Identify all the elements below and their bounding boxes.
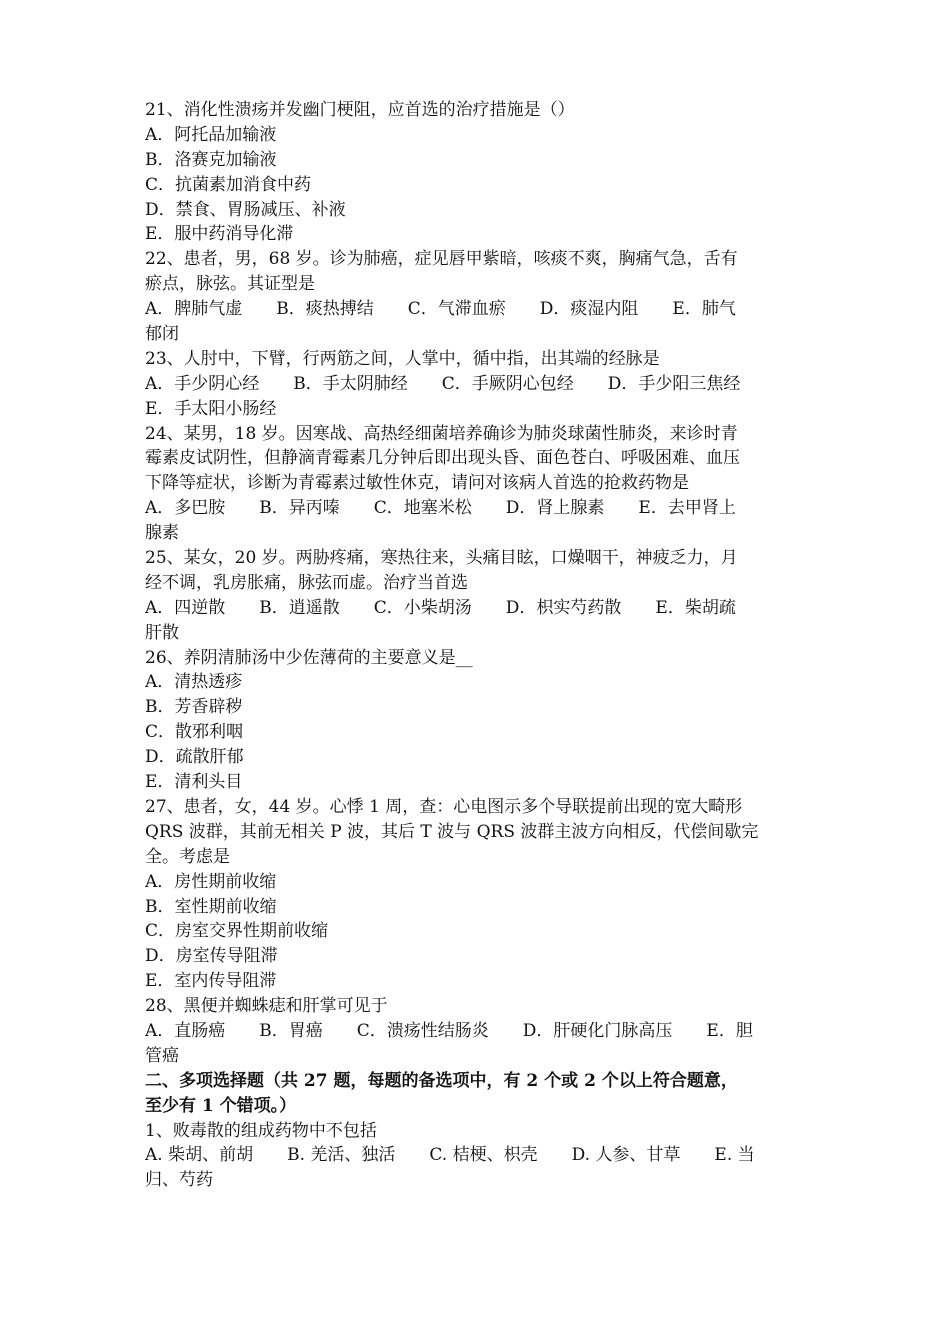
text-line: 23、人肘中，下臂，行两筋之间，人掌中，循中指，出其端的经脉是 bbox=[145, 348, 660, 369]
text-line: A．直肠癌 B．胃癌 C．溃疡性结肠炎 D．肝硬化门脉高压 E．胆 bbox=[145, 1020, 753, 1041]
text-line: A．手少阴心经 B．手太阴肺经 C．手厥阴心包经 D．手少阳三焦经 bbox=[145, 373, 741, 394]
text-line: D．疏散肝郁 bbox=[145, 747, 244, 768]
text-line: QRS 波群，其前无相关 P 波，其后 T 波与 QRS 波群主波方向相反，代偿间歇完 bbox=[145, 821, 759, 842]
text-line: A．多巴胺 B．异丙嗪 C．地塞米松 D．肾上腺素 E．去甲肾上 bbox=[145, 498, 736, 519]
text-line: A．脾肺气虚 B．痰热搏结 C．气滞血瘀 D．痰湿内阻 E．肺气 bbox=[145, 299, 736, 320]
text-line: 经不调，乳房胀痛，脉弦而虚。治疗当首选 bbox=[145, 572, 468, 593]
text-line: 21、消化性溃疡并发幽门梗阻，应首选的治疗措施是（） bbox=[145, 100, 575, 120]
text-line: E．室内传导阻滞 bbox=[145, 971, 277, 992]
text-line: 郁闭 bbox=[145, 324, 179, 345]
text-line: E．服中药消导化滞 bbox=[145, 224, 294, 245]
text-line: B．室性期前收缩 bbox=[145, 896, 277, 917]
text-line: A．阿托品加输液 bbox=[145, 124, 277, 145]
section-heading-line: 二、多项选择题（共 27 题，每题的备选项中，有 2 个或 2 个以上符合题意， bbox=[145, 1070, 738, 1091]
text-line: 肝散 bbox=[145, 622, 179, 643]
text-line: 归、芍药 bbox=[145, 1170, 213, 1191]
text-line: 全。考虑是 bbox=[145, 846, 230, 867]
text-line: C．抗菌素加消食中药 bbox=[145, 174, 312, 195]
text-line: 26、养阴清肺汤中少佐薄荷的主要意义是__ bbox=[145, 647, 473, 668]
text-line: A．四逆散 B．逍遥散 C．小柴胡汤 D．枳实芍药散 E．柴胡疏 bbox=[145, 597, 736, 618]
text-line: 下降等症状，诊断为青霉素过敏性休克，请问对该病人首选的抢救药物是 bbox=[145, 473, 689, 494]
text-line: E．清利头目 bbox=[145, 772, 243, 793]
text-line: 霉素皮试阴性，但静滴青霉素几分钟后即出现头昏、面色苍白、呼吸困难、血压 bbox=[145, 448, 740, 469]
text-line: 28、黑便并蜘蛛痣和肝掌可见于 bbox=[145, 996, 388, 1017]
text-line: 24、某男，18 岁。因寒战、高热经细菌培养确诊为肺炎球菌性肺炎，来诊时青 bbox=[145, 423, 738, 444]
text-line: D．房室传导阻滞 bbox=[145, 946, 278, 967]
text-line: 27、患者，女，44 岁。心悸 1 周，查：心电图示多个导联提前出现的宽大畸形 bbox=[145, 796, 743, 817]
section-heading-line: 至少有 1 个错项。） bbox=[145, 1095, 297, 1116]
text-line: E．手太阳小肠经 bbox=[145, 398, 277, 419]
text-line: D．禁食、胃肠减压、补液 bbox=[145, 199, 346, 220]
text-line: C．散邪利咽 bbox=[145, 722, 244, 743]
text-line: A．房性期前收缩 bbox=[145, 871, 277, 892]
text-line: B．芳香辟秽 bbox=[145, 697, 243, 718]
text-line: 管癌 bbox=[145, 1045, 179, 1066]
text-line: 22、患者，男，68 岁。诊为肺癌，症见唇甲紫暗，咳痰不爽，胸痛气急，舌有 bbox=[145, 249, 738, 270]
text-line: A．清热透疹 bbox=[145, 672, 243, 693]
text-line: 25、某女，20 岁。两胁疼痛，寒热往来，头痛目眩，口燥咽干，神疲乏力，月 bbox=[145, 548, 738, 569]
text-line: B．洛赛克加输液 bbox=[145, 149, 277, 170]
text-line: C．房室交界性期前收缩 bbox=[145, 921, 329, 942]
text-line: 腺素 bbox=[145, 523, 179, 544]
text-line: A. 柴胡、前胡 B. 羌活、独活 C. 桔梗、枳壳 D. 人参、甘草 E. 当 bbox=[145, 1145, 755, 1166]
document-body bbox=[145, 98, 810, 1193]
text-line: 瘀点，脉弦。其证型是 bbox=[145, 274, 315, 295]
text-line: 1、败毒散的组成药物中不包括 bbox=[145, 1120, 377, 1141]
